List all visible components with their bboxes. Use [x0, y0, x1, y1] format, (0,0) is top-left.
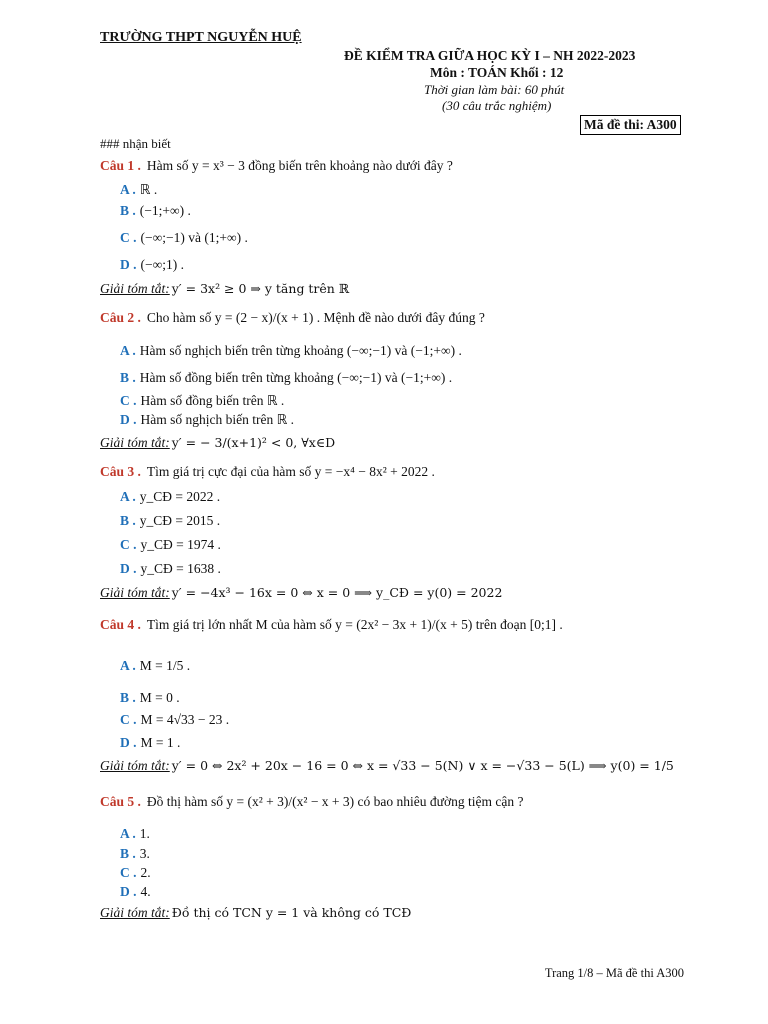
option-4c: [120, 710, 229, 730]
option-text: Hàm số đồng biến trên ℝ .: [140, 393, 285, 408]
option-letter: C .: [120, 865, 137, 880]
option-letter: A .: [120, 489, 136, 504]
option-text: y_CĐ = 1638 .: [140, 561, 221, 576]
option-5c: [120, 863, 151, 883]
question-label: Câu 2 .: [100, 310, 141, 325]
option-text: 2.: [140, 865, 151, 880]
option-text: M = 4√33 − 23 .: [140, 712, 230, 727]
page-footer: Trang 1/8 – Mã đề thi A300: [544, 966, 684, 980]
option-2c: [120, 391, 284, 411]
option-4a: [120, 656, 190, 676]
option-letter: B .: [120, 370, 136, 385]
option-letter: C .: [120, 393, 137, 408]
option-3d: [120, 559, 221, 579]
solution-text: Đồ thị có TCN y = 1 và không có TCĐ: [171, 905, 412, 920]
option-text: ℝ .: [139, 182, 158, 197]
solution-4: [100, 756, 674, 776]
solution-text: y′ = −4x³ − 16x = 0 ⇔ x = 0 ⟹ y_CĐ = y(0) = 2022: [171, 585, 503, 600]
option-2a: [120, 341, 462, 361]
option-text: Hàm số nghịch biến trên ℝ .: [140, 412, 295, 427]
question-label: Câu 4 .: [100, 617, 141, 632]
question-text: Tìm giá trị cực đại của hàm số y = −x⁴ − 8x² + 2022 .: [146, 464, 435, 479]
option-letter: C .: [120, 230, 137, 245]
subject-line: Môn : TOÁN Khối : 12: [430, 65, 564, 80]
section-heading: ### nhận biết: [100, 136, 171, 151]
option-letter: B .: [120, 513, 136, 528]
option-letter: D .: [120, 884, 137, 899]
question-5: [100, 792, 523, 812]
option-text: y_CĐ = 2022 .: [139, 489, 221, 504]
option-text: M = 0 .: [139, 690, 180, 705]
solution-label: Giải tóm tắt:: [100, 281, 170, 296]
option-text: 3.: [139, 846, 150, 861]
question-label: Câu 3 .: [100, 464, 141, 479]
time-line: Thời gian làm bài: 60 phút: [424, 82, 565, 97]
option-letter: D .: [120, 561, 137, 576]
question-4: [100, 615, 563, 635]
solution-text: y′ = − 3/(x+1)² < 0, ∀x∈D: [171, 435, 336, 450]
option-text: Hàm số đồng biến trên từng khoảng (−∞;−1) và (−1;+∞) .: [139, 370, 453, 385]
option-text: 1.: [139, 826, 150, 841]
option-5d: [120, 882, 151, 902]
option-letter: A .: [120, 658, 136, 673]
option-text: (−1;+∞) .: [139, 203, 191, 218]
option-text: y_CĐ = 2015 .: [139, 513, 221, 528]
option-letter: A .: [120, 826, 136, 841]
option-letter: B .: [120, 203, 136, 218]
option-letter: D .: [120, 257, 137, 272]
option-letter: B .: [120, 846, 136, 861]
option-3c: [120, 535, 221, 555]
question-3: [100, 462, 435, 482]
solution-5: [100, 903, 411, 923]
exam-title: ĐỀ KIỂM TRA GIỮA HỌC KỲ I – NH 2022-2023: [344, 48, 636, 63]
option-5a: [120, 824, 150, 844]
option-letter: D .: [120, 735, 137, 750]
school-name: TRƯỜNG THPT NGUYỄN HUỆ: [100, 30, 302, 45]
solution-label: Giải tóm tắt:: [100, 585, 170, 600]
question-label: Câu 5 .: [100, 794, 141, 809]
option-text: 4.: [140, 884, 151, 899]
question-2: [100, 308, 485, 328]
option-1c: [120, 228, 248, 248]
option-letter: D .: [120, 412, 137, 427]
question-count: (30 câu trắc nghiệm): [442, 98, 552, 113]
option-text: M = 1/5 .: [139, 658, 191, 673]
exam-code-box: Mã đề thi: A300: [580, 115, 681, 135]
solution-label: Giải tóm tắt:: [100, 905, 170, 920]
option-text: (−∞;1) .: [140, 257, 184, 272]
option-text: y_CĐ = 1974 .: [140, 537, 221, 552]
option-5b: [120, 844, 150, 864]
solution-3: [100, 583, 502, 603]
option-2d: [120, 410, 294, 430]
solution-1: [100, 279, 349, 299]
option-1b: [120, 201, 191, 221]
question-text: Hàm số y = x³ − 3 đồng biến trên khoảng nào dưới đây ?: [146, 158, 453, 173]
option-1a: [120, 180, 157, 200]
option-3a: [120, 487, 220, 507]
question-1: [100, 156, 453, 176]
option-2b: [120, 368, 452, 388]
option-letter: A .: [120, 343, 136, 358]
option-text: M = 1 .: [140, 735, 181, 750]
solution-label: Giải tóm tắt:: [100, 435, 170, 450]
solution-label: Giải tóm tắt:: [100, 758, 170, 773]
option-letter: C .: [120, 712, 137, 727]
option-1d: [120, 255, 184, 275]
option-text: Hàm số nghịch biến trên từng khoảng (−∞;−1) và (−1;+∞) .: [139, 343, 462, 358]
option-3b: [120, 511, 220, 531]
question-text: Cho hàm số y = (2 − x)/(x + 1) . Mệnh đề nào dưới đây đúng ?: [146, 310, 485, 325]
option-4d: [120, 733, 180, 753]
question-text: Tìm giá trị lớn nhất M của hàm số y = (2x² − 3x + 1)/(x + 5) trên đoạn [0;1] .: [146, 617, 563, 632]
question-text: Đồ thị hàm số y = (x² + 3)/(x² − x + 3) có bao nhiêu đường tiệm cận ?: [146, 794, 524, 809]
option-4b: [120, 688, 180, 708]
option-letter: C .: [120, 537, 137, 552]
option-letter: A .: [120, 182, 136, 197]
solution-2: [100, 433, 335, 453]
option-letter: B .: [120, 690, 136, 705]
solution-text: y′ = 0 ⇔ 2x² + 20x − 16 = 0 ⇔ x = √33 − 5(N) ∨ x = −√33 − 5(L) ⟹ y(0) = 1/5: [171, 758, 674, 773]
option-text: (−∞;−1) và (1;+∞) .: [140, 230, 248, 245]
question-label: Câu 1 .: [100, 158, 141, 173]
solution-text: y′ = 3x² ≥ 0 ⇒ y tăng trên ℝ: [171, 281, 350, 296]
